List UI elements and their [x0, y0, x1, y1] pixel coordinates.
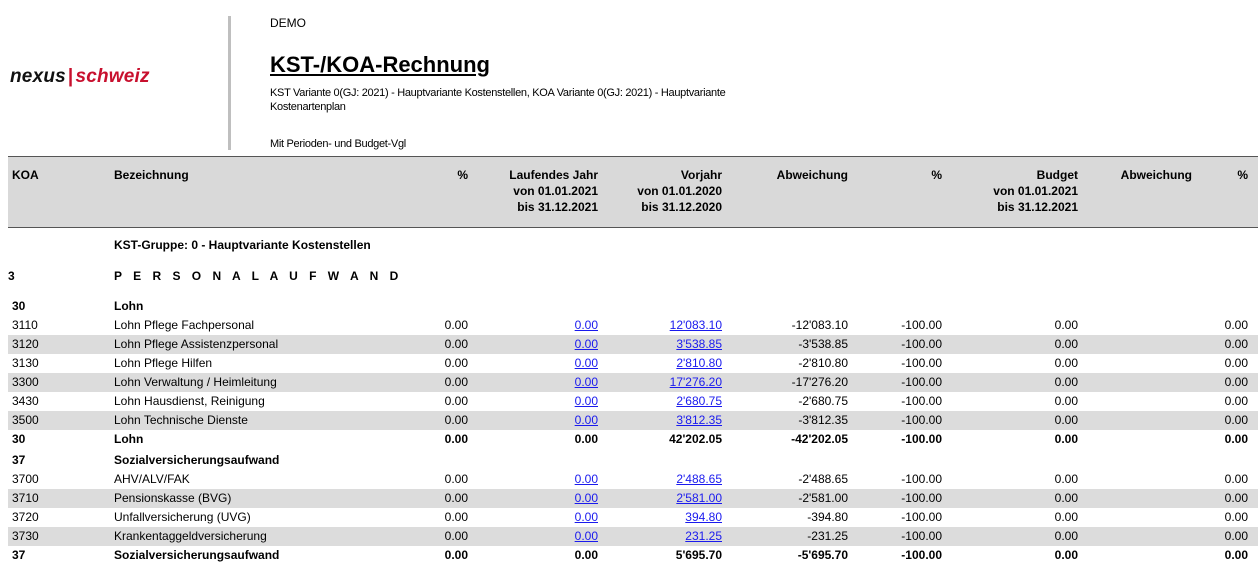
cell-koa: 30: [12, 432, 26, 446]
cell-koa: 37: [12, 548, 26, 562]
cell-pct-2: -100.00: [901, 337, 942, 351]
cell-budget: 0.00: [1054, 394, 1078, 408]
col-vorjahr-from: von 01.01.2020: [637, 184, 722, 198]
cell-budget: 0.00: [1054, 510, 1078, 524]
cell-laufendes-jahr-link[interactable]: 0.00: [574, 413, 598, 427]
cell-pct-2: -100.00: [901, 375, 942, 389]
cell-laufendes-jahr-link[interactable]: 0.00: [574, 337, 598, 351]
cell-budget: 0.00: [1054, 413, 1078, 427]
cell-budget: 0.00: [1054, 529, 1078, 543]
cell-abweichung-1: -3'538.85: [798, 337, 848, 351]
cell-vorjahr-link[interactable]: 2'810.80: [676, 356, 722, 370]
table-row: [8, 489, 1258, 508]
block-code: 30: [12, 299, 26, 313]
col-vorjahr-label: Vorjahr: [680, 168, 722, 182]
cell-laufendes-jahr-link[interactable]: 0.00: [574, 529, 598, 543]
cell-vorjahr: [598, 529, 722, 543]
col-budget-from: von 01.01.2021: [993, 184, 1078, 198]
cell-laufendes-jahr: [468, 394, 598, 408]
table-header: [8, 156, 1258, 228]
cell-vorjahr-link[interactable]: 2'581.00: [676, 491, 722, 505]
cell-laufendes-jahr: [468, 510, 598, 524]
cell-bezeichnung: AHV/ALV/FAK: [114, 472, 190, 486]
total-row: [8, 430, 1258, 449]
col-bezeichnung: Bezeichnung: [114, 168, 189, 182]
col-laufendes-jahr-from: von 01.01.2021: [513, 184, 598, 198]
cell-budget: 0.00: [1054, 472, 1078, 486]
logo-separator: |: [67, 66, 74, 87]
cell-vorjahr-link[interactable]: 3'538.85: [676, 337, 722, 351]
table-row: [8, 354, 1258, 373]
cell-vorjahr: [598, 337, 722, 351]
cell-laufendes-jahr: 0.00: [574, 548, 598, 562]
cell-pct-3: 0.00: [1224, 337, 1248, 351]
cell-vorjahr: [598, 394, 722, 408]
col-laufendes-jahr-to: bis 31.12.2021: [517, 200, 598, 214]
cell-abweichung-1: -2'680.75: [798, 394, 848, 408]
cell-bezeichnung: Lohn Verwaltung / Heimleitung: [114, 375, 277, 389]
section-name: P E R S O N A L A U F W A N D: [114, 269, 403, 283]
cell-pct-2: -100.00: [901, 318, 942, 332]
cell-vorjahr-link[interactable]: 2'488.65: [676, 472, 722, 486]
cell-budget: 0.00: [1054, 356, 1078, 370]
col-abweichung-2: Abweichung: [1120, 168, 1192, 182]
cell-pct-3: 0.00: [1224, 529, 1248, 543]
cell-laufendes-jahr: [468, 472, 598, 486]
cell-budget: 0.00: [1054, 491, 1078, 505]
section-code: 3: [8, 269, 15, 283]
cell-pct-1: 0.00: [444, 394, 468, 408]
report-comparison-note: Mit Perioden- und Budget-Vgl: [270, 138, 406, 150]
cell-pct-1: 0.00: [444, 356, 468, 370]
cell-pct-2: -100.00: [901, 413, 942, 427]
cell-pct-3: 0.00: [1224, 318, 1248, 332]
cell-laufendes-jahr-link[interactable]: 0.00: [574, 375, 598, 389]
cell-pct-3: 0.00: [1224, 375, 1248, 389]
cell-budget: 0.00: [1054, 318, 1078, 332]
kst-group-label: KST-Gruppe: 0 - Hauptvariante Kostenstellen: [114, 238, 371, 252]
block-name: Sozialversicherungsaufwand: [114, 453, 280, 467]
cell-pct-1: 0.00: [444, 413, 468, 427]
cell-koa: 3710: [12, 491, 39, 505]
cell-vorjahr-link[interactable]: 2'680.75: [676, 394, 722, 408]
cell-pct-1: 0.00: [444, 529, 468, 543]
report-title: KST-/KOA-Rechnung: [270, 52, 490, 77]
cell-abweichung-1: -2'488.65: [798, 472, 848, 486]
cell-pct-3: 0.00: [1224, 356, 1248, 370]
cell-laufendes-jahr: [468, 375, 598, 389]
cell-bezeichnung: Lohn Hausdienst, Reinigung: [114, 394, 265, 408]
col-pct-1: %: [457, 168, 468, 182]
cell-koa: 3110: [12, 318, 38, 332]
cell-abweichung-1: -3'812.35: [798, 413, 848, 427]
cell-pct-3: 0.00: [1224, 432, 1248, 446]
cell-koa: 3720: [12, 510, 39, 524]
cell-laufendes-jahr-link[interactable]: 0.00: [574, 318, 598, 332]
cell-bezeichnung: Lohn Pflege Assistenzpersonal: [114, 337, 279, 351]
col-abweichung-1: Abweichung: [776, 168, 848, 182]
table-row: [8, 335, 1258, 354]
col-laufendes-jahr-label: Laufendes Jahr: [509, 168, 598, 182]
cell-laufendes-jahr: 0.00: [574, 432, 598, 446]
cell-laufendes-jahr-link[interactable]: 0.00: [574, 510, 598, 524]
cell-pct-1: 0.00: [444, 337, 468, 351]
cell-laufendes-jahr: [468, 529, 598, 543]
cell-laufendes-jahr: [468, 491, 598, 505]
cell-koa: 3120: [12, 337, 39, 351]
cell-pct-3: 0.00: [1224, 491, 1248, 505]
cell-pct-3: 0.00: [1224, 548, 1248, 562]
cell-vorjahr: [598, 491, 722, 505]
col-pct-3: %: [1237, 168, 1248, 182]
cell-laufendes-jahr-link[interactable]: 0.00: [574, 394, 598, 408]
cell-abweichung-1: -394.80: [807, 510, 848, 524]
col-budget-label: Budget: [1036, 168, 1078, 182]
header-divider: [228, 16, 231, 150]
cell-vorjahr: [598, 318, 722, 332]
cell-laufendes-jahr: [468, 413, 598, 427]
cell-pct-2: -100.00: [901, 548, 942, 562]
cell-pct-1: 0.00: [444, 491, 468, 505]
cell-vorjahr-link[interactable]: 17'276.20: [669, 375, 722, 389]
cell-koa: 3130: [12, 356, 39, 370]
col-vorjahr: [598, 167, 722, 215]
cell-laufendes-jahr: [468, 337, 598, 351]
cell-vorjahr-link[interactable]: 394.80: [685, 510, 722, 524]
cell-abweichung-1: -12'083.10: [791, 318, 848, 332]
cell-pct-2: -100.00: [901, 529, 942, 543]
table-row: [8, 373, 1258, 392]
cell-vorjahr: [598, 510, 722, 524]
cell-laufendes-jahr: [468, 356, 598, 370]
cell-pct-2: -100.00: [901, 510, 942, 524]
cell-vorjahr-link[interactable]: 12'083.10: [669, 318, 722, 332]
cell-vorjahr-link[interactable]: 3'812.35: [676, 413, 722, 427]
col-pct-2: %: [931, 168, 942, 182]
cell-vorjahr: [598, 356, 722, 370]
report-subtitle: KST Variante 0(GJ: 2021) - Hauptvariante Kostenstellen, KOA Variante 0(GJ: 2021) - Hauptvariante Kostenartenplan: [270, 87, 726, 113]
block-code: 37: [12, 453, 26, 467]
cell-bezeichnung: Pensionskasse (BVG): [114, 491, 232, 505]
cell-abweichung-1: -42'202.05: [791, 432, 848, 446]
cell-laufendes-jahr-link[interactable]: 0.00: [574, 491, 598, 505]
table-row: [8, 508, 1258, 527]
cell-bezeichnung: Lohn Pflege Hilfen: [114, 356, 213, 370]
cell-vorjahr: 5'695.70: [675, 548, 722, 562]
cell-koa: 3500: [12, 413, 39, 427]
total-row: [8, 546, 1258, 565]
cell-vorjahr-link[interactable]: 231.25: [685, 529, 722, 543]
cell-koa: 3430: [12, 394, 39, 408]
cell-pct-2: -100.00: [901, 472, 942, 486]
cell-abweichung-1: -5'695.70: [797, 548, 848, 562]
company-logo: [10, 66, 150, 88]
cell-pct-1: 0.00: [444, 510, 468, 524]
cell-bezeichnung: Lohn: [114, 432, 144, 446]
cell-pct-3: 0.00: [1224, 510, 1248, 524]
cell-pct-3: 0.00: [1224, 394, 1248, 408]
table-row: [8, 316, 1258, 335]
col-laufendes-jahr: [468, 167, 598, 215]
cell-pct-1: 0.00: [444, 472, 468, 486]
block-header: [8, 451, 1258, 470]
cell-koa: 3730: [12, 529, 39, 543]
cell-bezeichnung: Unfallversicherung (UVG): [114, 510, 251, 524]
cell-budget: 0.00: [1054, 375, 1078, 389]
cell-vorjahr: [598, 375, 722, 389]
cell-abweichung-1: -2'810.80: [798, 356, 848, 370]
cell-abweichung-1: -231.25: [807, 529, 848, 543]
cell-laufendes-jahr: [468, 318, 598, 332]
cell-budget: 0.00: [1054, 548, 1078, 562]
cell-pct-3: 0.00: [1224, 413, 1248, 427]
cell-abweichung-1: -17'276.20: [791, 375, 848, 389]
cell-pct-2: -100.00: [901, 491, 942, 505]
cell-pct-2: -100.00: [901, 394, 942, 408]
cell-koa: 3300: [12, 375, 39, 389]
cell-pct-2: -100.00: [901, 432, 942, 446]
cell-koa: 3700: [12, 472, 39, 486]
table-row: [8, 392, 1258, 411]
cell-vorjahr: [598, 413, 722, 427]
cell-bezeichnung: Lohn Technische Dienste: [114, 413, 248, 427]
col-budget-to: bis 31.12.2021: [997, 200, 1078, 214]
cell-abweichung-1: -2'581.00: [798, 491, 848, 505]
cell-pct-1: 0.00: [444, 375, 468, 389]
block-header: [8, 297, 1258, 316]
cell-budget: 0.00: [1054, 432, 1078, 446]
table-row: [8, 411, 1258, 430]
col-vorjahr-to: bis 31.12.2020: [641, 200, 722, 214]
cell-bezeichnung: Krankentaggeldversicherung: [114, 529, 267, 543]
cell-pct-1: 0.00: [444, 318, 468, 332]
cell-pct-2: -100.00: [901, 356, 942, 370]
cell-laufendes-jahr-link[interactable]: 0.00: [574, 472, 598, 486]
cell-pct-1: 0.00: [444, 548, 468, 562]
col-budget: [948, 167, 1078, 215]
logo-text-nexus: nexus: [10, 66, 66, 87]
cell-vorjahr: [598, 472, 722, 486]
col-koa: KOA: [12, 168, 39, 182]
demo-label: DEMO: [270, 16, 306, 30]
logo-text-schweiz: schweiz: [75, 66, 150, 87]
cell-bezeichnung: Lohn Pflege Fachpersonal: [114, 318, 255, 332]
cell-budget: 0.00: [1054, 337, 1078, 351]
cell-laufendes-jahr-link[interactable]: 0.00: [574, 356, 598, 370]
cell-bezeichnung: Sozialversicherungsaufwand: [114, 548, 280, 562]
table-row: [8, 470, 1258, 489]
cell-pct-3: 0.00: [1224, 472, 1248, 486]
cell-pct-1: 0.00: [444, 432, 468, 446]
cell-vorjahr: 42'202.05: [669, 432, 722, 446]
block-name: Lohn: [114, 299, 144, 313]
table-row: [8, 527, 1258, 546]
